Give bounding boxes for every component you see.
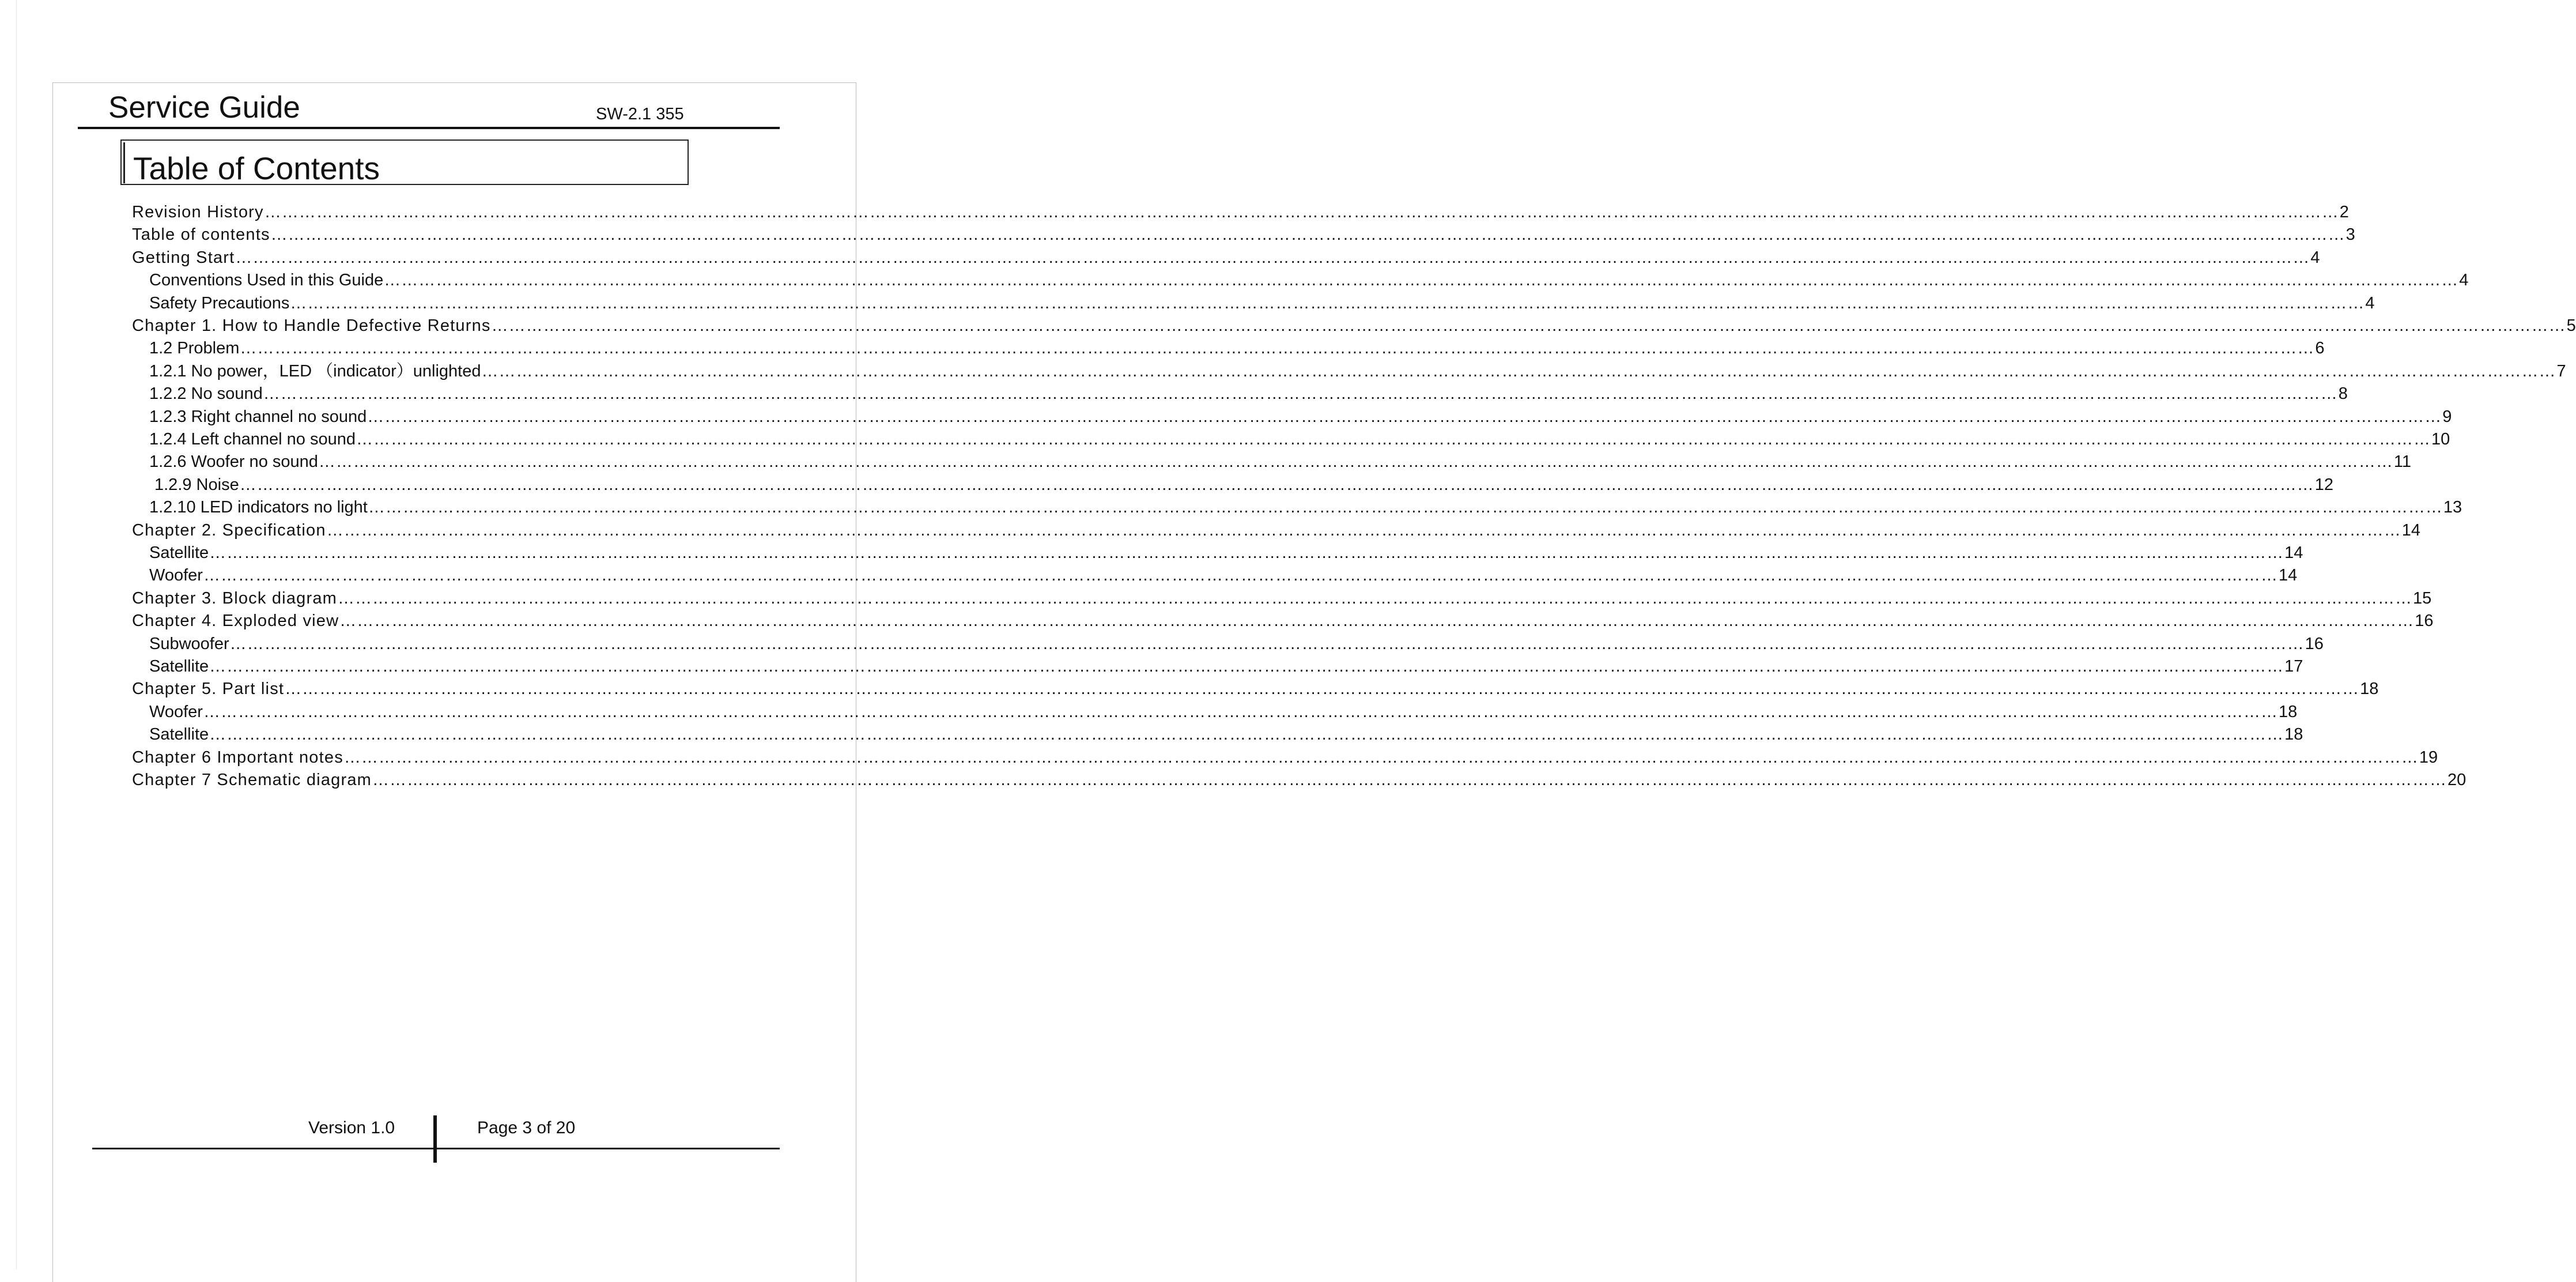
toc-entry-page: 16 — [2305, 634, 2324, 653]
toc-entry-page: 4 — [2365, 293, 2375, 312]
toc-entry-leader: ……………………………………………………………………………………………………………………………………………………………………………………………………………………………………………………………………………………………………………………………… — [318, 453, 2393, 472]
toc-entry-leader: ……………………………………………………………………………………………………………………………………………………………………………………………………………………………………………………………………………………………………………………………… — [384, 271, 2459, 290]
toc-entry-leader: ……………………………………………………………………………………………………………………………………………………………………………………………………………………………………………………………………………………………………………………………… — [235, 248, 2310, 267]
toc-entry-page: 4 — [2459, 271, 2469, 290]
toc-entry-leader: ……………………………………………………………………………………………………………………………………………………………………………………………………………………………………………………………………………………………………………………………… — [240, 339, 2315, 358]
header-title: Service Guide — [108, 91, 300, 125]
toc-entry[interactable] — [149, 542, 2303, 564]
toc-entry-leader: ……………………………………………………………………………………………………………………………………………………………………………………………………………………………………………………………………………………………………………………………… — [367, 407, 2442, 426]
toc-entry-label: 1.2.3 Right channel no sound — [149, 407, 367, 426]
toc-entry-label: 1.2.10 LED indicators no light — [149, 498, 368, 517]
toc-entry[interactable] — [149, 360, 2566, 382]
toc-entry-leader: ……………………………………………………………………………………………………………………………………………………………………………………………………………………………………………………………………………………………………………………………… — [264, 203, 2339, 221]
toc-entry[interactable] — [149, 406, 2452, 428]
toc-entry[interactable] — [132, 315, 2576, 337]
toc-entry[interactable] — [149, 564, 2298, 586]
toc-entry-page: 8 — [2338, 384, 2348, 404]
toc-entry-page: 15 — [2413, 589, 2432, 608]
toc-entry[interactable] — [132, 610, 2434, 632]
toc-entry-leader: ……………………………………………………………………………………………………………………………………………………………………………………………………………………………………………………………………………………………………………………………… — [239, 475, 2314, 494]
toc-entry-leader: ……………………………………………………………………………………………………………………………………………………………………………………………………………………………………………………………………………………………………………………………… — [270, 225, 2345, 244]
toc-entry-page: 9 — [2442, 407, 2452, 426]
toc-entry-label: Revision History — [132, 203, 264, 221]
toc-entry-label: 1.2.2 No sound — [149, 384, 263, 404]
toc-entry-label: Chapter 2. Specification — [132, 521, 326, 540]
footer-page-number: Page 3 of 20 — [477, 1118, 576, 1137]
toc-entry-label: 1.2.6 Woofer no sound — [149, 453, 318, 472]
page-edge-line — [16, 0, 17, 1269]
toc-entry-leader: ……………………………………………………………………………………………………………………………………………………………………………………………………………………………………………………………………………………………………………………………… — [356, 430, 2431, 448]
toc-entry[interactable] — [132, 746, 2438, 768]
toc-entry-leader: ……………………………………………………………………………………………………………………………………………………………………………………………………………………………………………………………………………………………………………………………… — [203, 566, 2278, 585]
toc-entry-label: Conventions Used in this Guide — [149, 271, 384, 290]
toc-entry-label: Chapter 5. Part list — [132, 680, 285, 699]
toc-entry-label: Chapter 1. How to Handle Defective Returns — [132, 316, 491, 335]
toc-entry-page: 14 — [2278, 566, 2298, 585]
toc-entry-leader: ……………………………………………………………………………………………………………………………………………………………………………………………………………………………………………………………………………………………………………………………… — [209, 544, 2284, 562]
toc-entry[interactable] — [149, 655, 2303, 677]
toc-entry-page: 19 — [2419, 748, 2438, 767]
header-rule — [78, 127, 780, 129]
toc-heading: Table of Contents — [133, 150, 380, 186]
toc-entry-page: 3 — [2345, 225, 2355, 244]
toc-entry-label: Getting Start — [132, 248, 235, 267]
toc-entry[interactable] — [149, 701, 2298, 723]
toc-entry-label: Woofer — [149, 566, 203, 585]
toc-entry-leader: ……………………………………………………………………………………………………………………………………………………………………………………………………………………………………………………………………………………………………………………………… — [339, 612, 2415, 631]
toc-entry-label: Chapter 6 Important notes — [132, 748, 343, 767]
toc-entry-label: Safety Precautions — [149, 293, 290, 312]
toc-entry-leader: ……………………………………………………………………………………………………………………………………………………………………………………………………………………………………………………………………………………………………………………………… — [290, 293, 2365, 312]
toc-entry-label: 1.2 Problem — [149, 339, 240, 358]
toc-entry-label: Satellite — [149, 544, 209, 562]
footer-rule — [92, 1148, 780, 1149]
toc-entry-leader: ……………………………………………………………………………………………………………………………………………………………………………………………………………………………………………………………………………………………………………………………… — [481, 361, 2556, 380]
toc-entry-page: 5 — [2566, 316, 2576, 335]
toc-entry-leader: ……………………………………………………………………………………………………………………………………………………………………………………………………………………………………………………………………………………………………………………………… — [326, 521, 2401, 540]
toc-entry-page: 10 — [2431, 430, 2450, 448]
toc-entry[interactable] — [149, 723, 2303, 745]
toc-entry-page: 18 — [2284, 725, 2303, 744]
toc-entry[interactable] — [132, 201, 2349, 223]
toc-entry-page: 4 — [2310, 248, 2320, 267]
toc-entry-label: Chapter 4. Exploded view — [132, 612, 339, 631]
toc-entry-page: 2 — [2339, 203, 2349, 221]
toc-entry[interactable] — [149, 292, 2375, 314]
toc-heading-box — [120, 139, 689, 185]
toc-entry-label: 1.2.9 Noise — [154, 475, 239, 494]
toc-entry-page: 17 — [2284, 657, 2303, 676]
toc-entry-page: 14 — [2284, 544, 2303, 562]
toc-entry[interactable] — [149, 633, 2324, 655]
toc-entry-leader: ……………………………………………………………………………………………………………………………………………………………………………………………………………………………………………………………………………………………………………………………… — [285, 680, 2360, 699]
footer-divider — [433, 1115, 437, 1163]
toc-entry-page: 18 — [2278, 702, 2298, 721]
toc-entry-label: Table of contents — [132, 225, 270, 244]
toc-entry-label: Chapter 3. Block diagram — [132, 589, 338, 608]
toc-entry[interactable] — [154, 474, 2333, 496]
toc-entry-label: Chapter 7 Schematic diagram — [132, 771, 372, 789]
toc-entry-label: Subwoofer — [149, 634, 229, 653]
toc-entry-page: 18 — [2360, 680, 2379, 699]
toc-entry-leader: ……………………………………………………………………………………………………………………………………………………………………………………………………………………………………………………………………………………………………………………………… — [372, 771, 2447, 789]
toc-entry-leader: ……………………………………………………………………………………………………………………………………………………………………………………………………………………………………………………………………………………………………………………………… — [338, 589, 2413, 608]
toc-entry[interactable] — [132, 678, 2379, 700]
toc-entry-leader: ……………………………………………………………………………………………………………………………………………………………………………………………………………………………………………………………………………………………………………………………… — [368, 498, 2443, 517]
toc-entry-page: 12 — [2314, 475, 2333, 494]
toc-entry[interactable] — [149, 383, 2348, 405]
toc-entry[interactable] — [132, 519, 2420, 541]
toc-entry-leader: ……………………………………………………………………………………………………………………………………………………………………………………………………………………………………………………………………………………………………………………………… — [209, 725, 2284, 744]
footer-version: Version 1.0 — [308, 1118, 395, 1137]
toc-entry-page: 20 — [2447, 771, 2467, 789]
toc-entry[interactable] — [149, 496, 2462, 518]
toc-entry-label: Satellite — [149, 657, 209, 676]
toc-entry-page: 16 — [2415, 612, 2434, 631]
toc-entry[interactable] — [132, 247, 2320, 269]
toc-entry-label: Satellite — [149, 725, 209, 744]
toc-entry-page: 13 — [2443, 498, 2462, 517]
toc-entry[interactable] — [149, 337, 2325, 359]
toc-entry[interactable] — [132, 587, 2432, 609]
toc-entry-page: 7 — [2556, 361, 2566, 380]
toc-entry[interactable] — [132, 224, 2355, 246]
toc-entry-page: 14 — [2401, 521, 2420, 540]
toc-entry[interactable] — [149, 451, 2411, 473]
toc-entry-page: 11 — [2393, 453, 2411, 472]
toc-entry[interactable] — [149, 269, 2469, 291]
toc-entry-label: Woofer — [149, 702, 203, 721]
toc-entry-leader: ……………………………………………………………………………………………………………………………………………………………………………………………………………………………………………………………………………………………………………………………… — [209, 657, 2284, 676]
toc-entry-label: 1.2.1 No power，LED （indicator）unlighted — [149, 361, 481, 380]
toc-entry[interactable] — [132, 769, 2467, 791]
toc-entry-leader: ……………………………………………………………………………………………………………………………………………………………………………………………………………………………………………………………………………………………………………………………… — [343, 748, 2419, 767]
toc-entry-leader: ……………………………………………………………………………………………………………………………………………………………………………………………………………………………………………………………………………………………………………………………… — [229, 634, 2305, 653]
toc-entry-leader: ……………………………………………………………………………………………………………………………………………………………………………………………………………………………………………………………………………………………………………………………… — [263, 384, 2338, 404]
toc-entry-page: 6 — [2315, 339, 2325, 358]
toc-entry-leader: ……………………………………………………………………………………………………………………………………………………………………………………………………………………………………………………………………………………………………………………………… — [203, 702, 2278, 721]
header-model-number: SW-2.1 355 — [596, 105, 684, 123]
toc-entry-leader: ……………………………………………………………………………………………………………………………………………………………………………………………………………………………………………………………………………………………………………………………… — [491, 316, 2566, 335]
toc-entry[interactable] — [149, 428, 2450, 450]
toc-entry-label: 1.2.4 Left channel no sound — [149, 430, 356, 448]
